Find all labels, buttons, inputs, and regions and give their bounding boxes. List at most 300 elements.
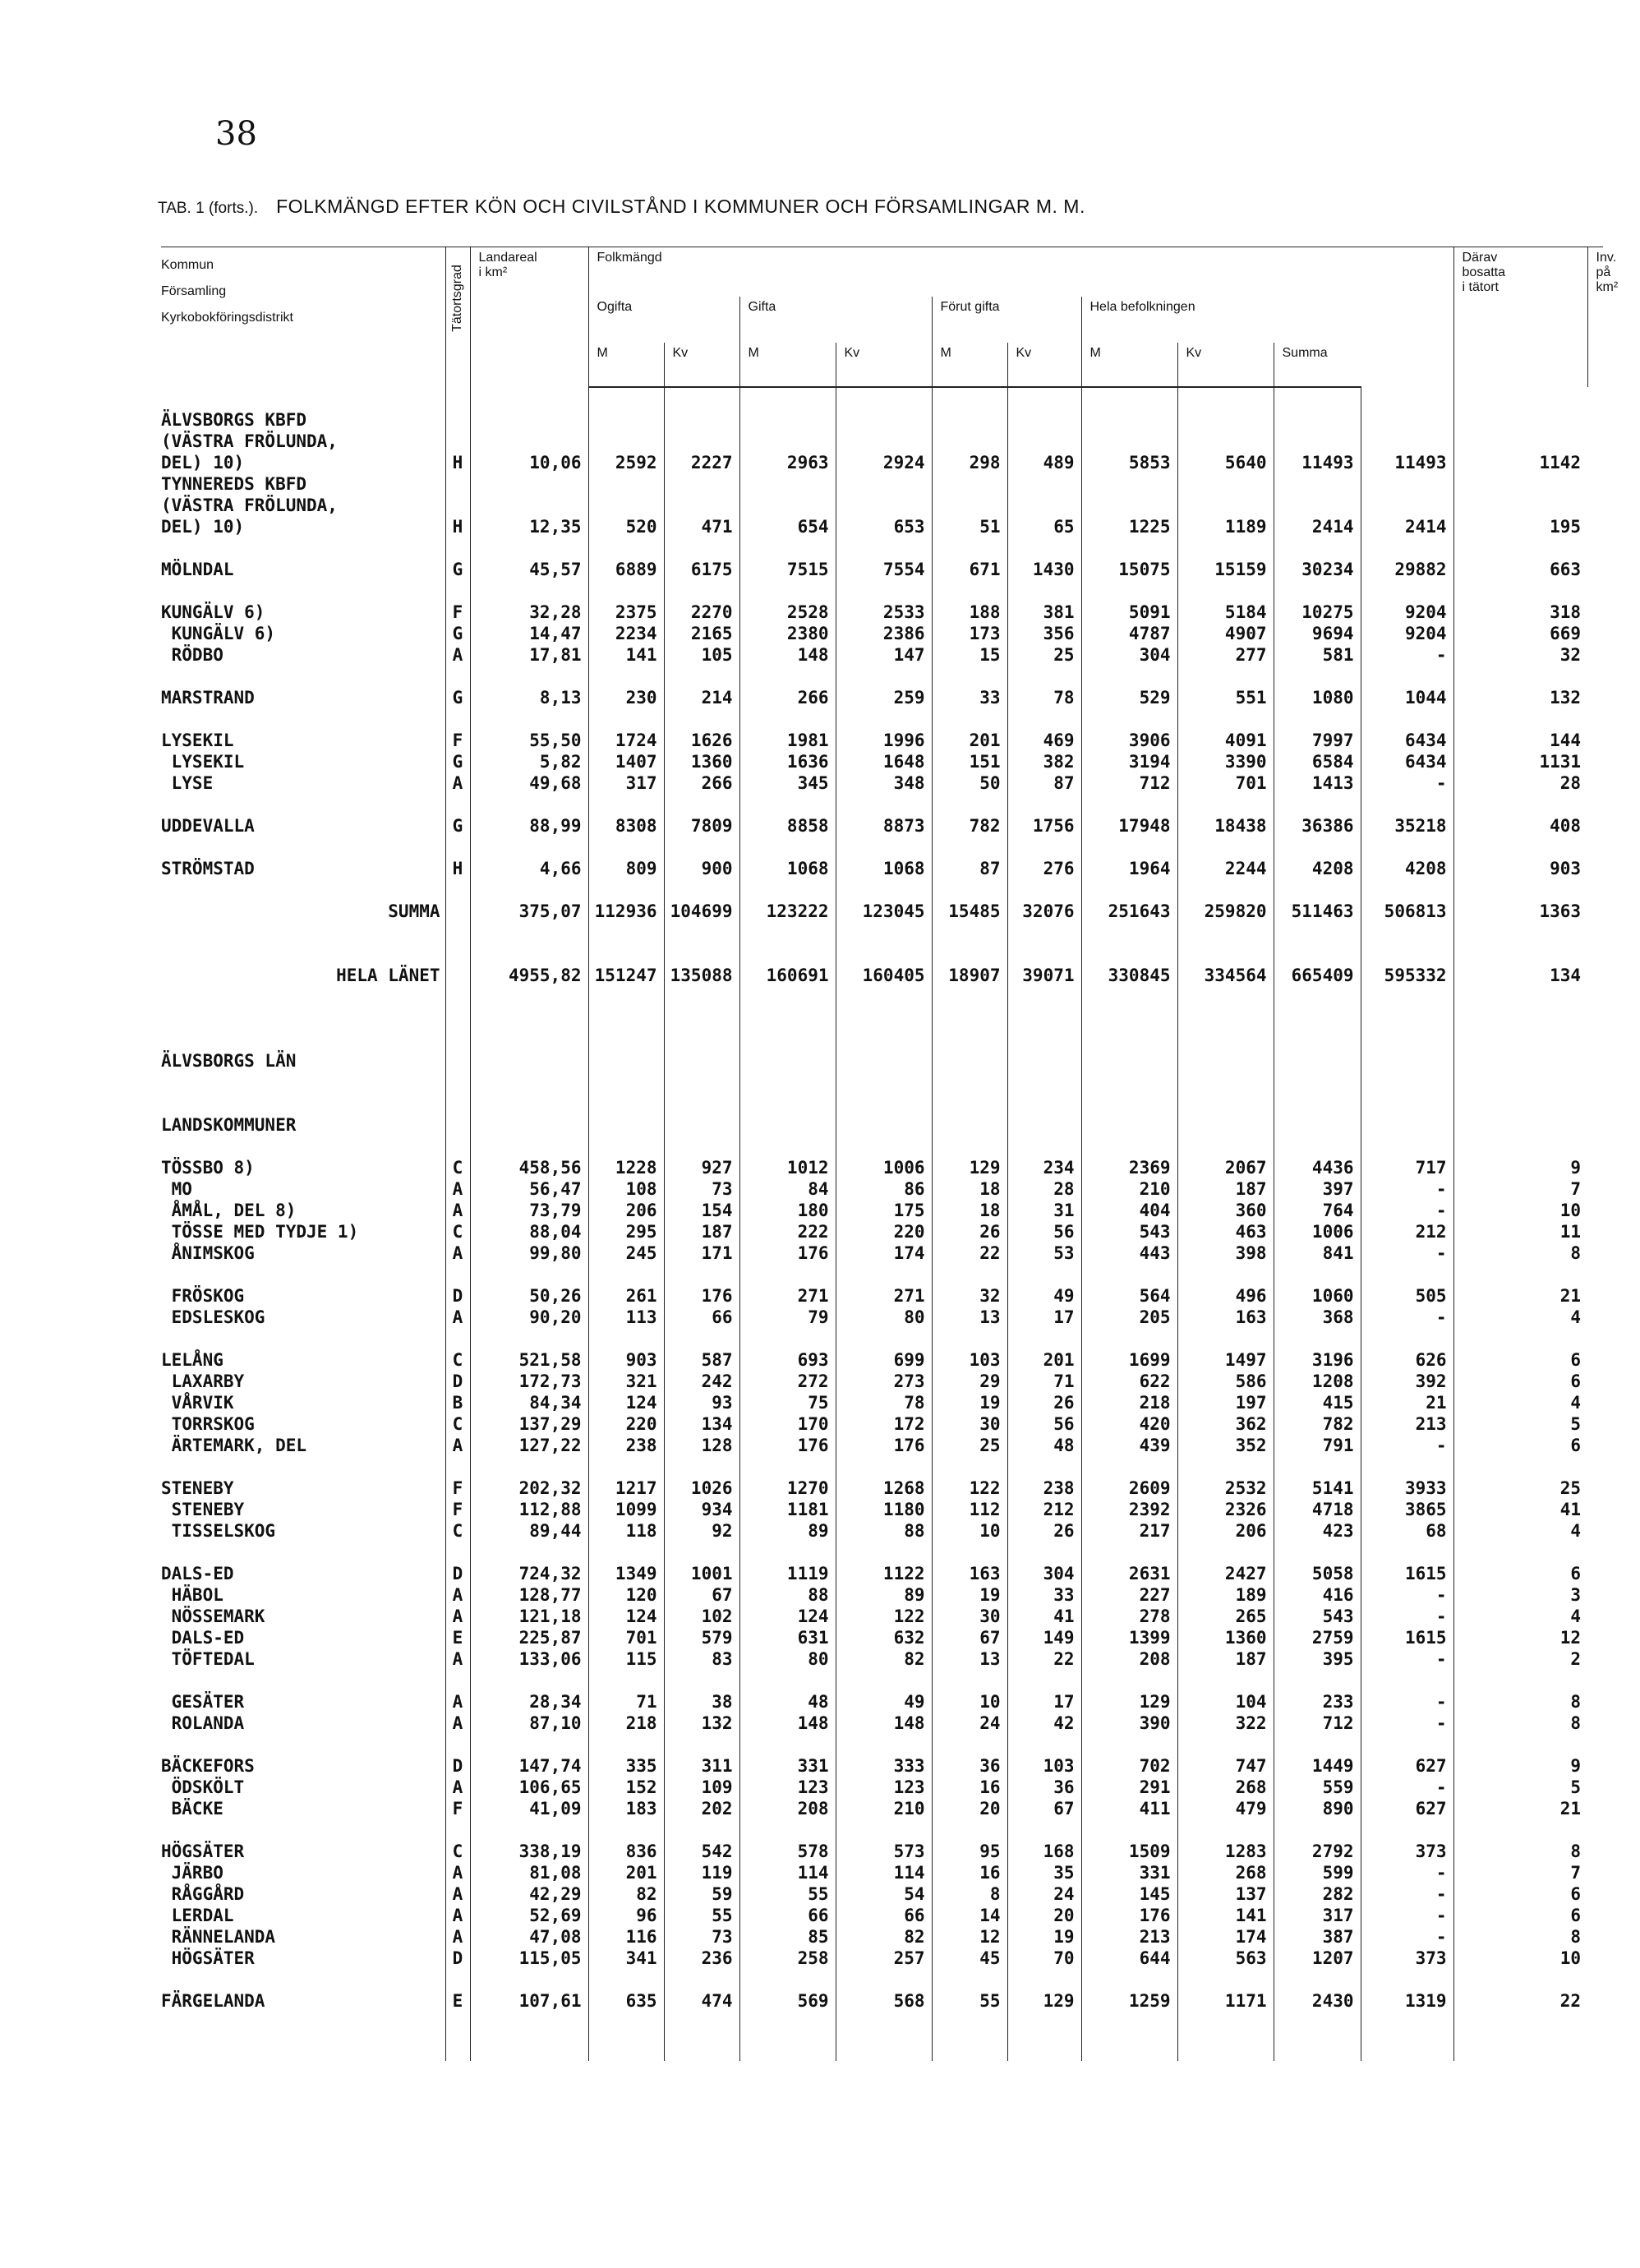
- row-value: 137: [1177, 1883, 1274, 1905]
- row-value: 463: [1177, 1221, 1274, 1242]
- row-value: 259820: [1177, 901, 1274, 922]
- row-value: 1171: [1177, 1990, 1274, 2012]
- row-value: 1981: [739, 730, 836, 751]
- row-value: 335: [588, 1755, 664, 1777]
- header-forut-gifta: Förut gifta: [932, 297, 1081, 343]
- row-value: [1081, 431, 1177, 452]
- row-value: 112936: [588, 901, 664, 922]
- header-tatortsgrad: Tätortsgrad: [445, 247, 470, 387]
- row-value: [470, 473, 588, 495]
- row-value: [1453, 495, 1587, 516]
- row-value: 7554: [836, 559, 932, 580]
- row-value: 5640: [1177, 452, 1274, 473]
- row-value: -: [1361, 1648, 1453, 1670]
- row-value: 579: [664, 1627, 739, 1648]
- row-value: 17: [1007, 1307, 1081, 1328]
- row-value: 1006: [1274, 1221, 1361, 1242]
- row-value: 55: [664, 1905, 739, 1926]
- row-value: 2528: [739, 602, 836, 623]
- row-value: 345: [739, 772, 836, 794]
- row-value: 334564: [1177, 965, 1274, 986]
- row-value: 21: [1361, 1392, 1453, 1413]
- spacer-row: [161, 666, 1603, 687]
- row-value: 65: [1007, 516, 1081, 537]
- table-row: [161, 623, 1603, 644]
- row-name: LELÅNG: [161, 1349, 223, 1370]
- row-value: 116: [588, 1926, 664, 1948]
- row-value: 123: [836, 1777, 932, 1798]
- row-name: LYSEKIL: [161, 751, 245, 772]
- row-value: 13: [932, 1648, 1007, 1670]
- row-value: [932, 473, 1007, 495]
- row-value: 10,06: [470, 452, 588, 473]
- row-value: [836, 431, 932, 452]
- row-value: [1007, 473, 1081, 495]
- row-value: 747: [1177, 1755, 1274, 1777]
- row-value: 28,34: [470, 1691, 588, 1713]
- row-value: 82: [836, 1648, 932, 1670]
- row-value: 47,08: [470, 1926, 588, 1948]
- row-value: -: [1361, 1606, 1453, 1627]
- row-value: 458,56: [470, 1157, 588, 1178]
- row-value: -: [1361, 1862, 1453, 1883]
- header-darav: Därav bosatta i tätort: [1453, 247, 1587, 387]
- row-name: SUMMA: [388, 901, 440, 921]
- row-value: 712: [1081, 772, 1177, 794]
- row-value: 36: [932, 1755, 1007, 1777]
- row-value: 188: [932, 602, 1007, 623]
- row-value: 38: [664, 1691, 739, 1713]
- row-value: [836, 495, 932, 516]
- row-value: [1177, 495, 1274, 516]
- row-value: 206: [1177, 1520, 1274, 1542]
- row-value: [836, 473, 932, 495]
- table-body: [161, 387, 1603, 2061]
- row-value: [1274, 495, 1361, 516]
- row-value: 163: [1177, 1307, 1274, 1328]
- row-value: 543: [1274, 1606, 1361, 1627]
- header-gifta: Gifta: [739, 297, 932, 343]
- row-value: 115,05: [470, 1948, 588, 1969]
- row-value: 176: [664, 1285, 739, 1307]
- row-value: 67: [1007, 1798, 1081, 1819]
- row-value: 172,73: [470, 1371, 588, 1392]
- row-value: 390: [1081, 1713, 1177, 1734]
- row-tatortsgrad: F: [445, 1499, 470, 1520]
- row-value: 251643: [1081, 901, 1177, 922]
- row-value: 1099: [588, 1499, 664, 1520]
- row-value: 1497: [1177, 1349, 1274, 1371]
- row-value: [1453, 473, 1587, 495]
- row-value: 1208: [1274, 1371, 1361, 1392]
- row-value: 671: [932, 559, 1007, 580]
- row-value: 841: [1274, 1242, 1361, 1264]
- row-value: 5853: [1081, 452, 1177, 473]
- row-value: 22: [932, 1242, 1007, 1264]
- row-value: 17948: [1081, 815, 1177, 837]
- row-tatortsgrad: D: [445, 1285, 470, 1307]
- row-value: [1361, 1050, 1453, 1072]
- row-value: 12,35: [470, 516, 588, 537]
- row-value: 1399: [1081, 1627, 1177, 1648]
- row-value: 22: [1453, 1990, 1587, 2012]
- row-value: 24: [932, 1713, 1007, 1734]
- row-name: KUNGÄLV 6): [161, 602, 265, 622]
- row-value: 276: [1007, 858, 1081, 879]
- row-value: 265: [1177, 1606, 1274, 1627]
- row-value: 148: [836, 1713, 932, 1734]
- spacer-row: [161, 1328, 1603, 1349]
- row-name: HÄBOL: [161, 1584, 223, 1605]
- row-value: 73,79: [470, 1200, 588, 1221]
- header-kommun: Kommun Församling Kyrkobokföringsdistrikt: [161, 247, 445, 387]
- row-value: 693: [739, 1349, 836, 1371]
- row-value: 1615: [1361, 1563, 1453, 1584]
- row-value: 82: [588, 1883, 664, 1905]
- row-value: 106,65: [470, 1777, 588, 1798]
- header-m: M: [932, 343, 1007, 387]
- row-value: 82: [836, 1926, 932, 1948]
- row-value: 21: [1453, 1798, 1587, 1819]
- row-value: 89,44: [470, 1520, 588, 1542]
- row-value: 382: [1007, 751, 1081, 772]
- row-value: 2067: [1177, 1157, 1274, 1178]
- row-tatortsgrad: [445, 1114, 470, 1136]
- row-value: 160405: [836, 965, 932, 986]
- row-value: 2430: [1274, 1990, 1361, 2012]
- row-tatortsgrad: H: [445, 858, 470, 879]
- row-value: 701: [588, 1627, 664, 1648]
- table-row: [161, 473, 1603, 495]
- row-value: 3865: [1361, 1499, 1453, 1520]
- header-m: M: [1081, 343, 1177, 387]
- row-value: 107,61: [470, 1990, 588, 2012]
- row-value: [1453, 1050, 1587, 1072]
- row-value: 176: [836, 1435, 932, 1456]
- row-value: [664, 431, 739, 452]
- row-value: 2414: [1274, 516, 1361, 537]
- row-value: [932, 1114, 1007, 1136]
- row-value: 1207: [1274, 1948, 1361, 1969]
- row-value: 45,57: [470, 559, 588, 580]
- row-value: [1453, 409, 1587, 431]
- row-tatortsgrad: C: [445, 1413, 470, 1435]
- row-value: 11493: [1274, 452, 1361, 473]
- row-value: [664, 1114, 739, 1136]
- row-value: [932, 431, 1007, 452]
- row-name: ÅMÅL, DEL 8): [161, 1200, 297, 1220]
- row-value: 2427: [1177, 1563, 1274, 1584]
- row-value: 205: [1081, 1307, 1177, 1328]
- row-tatortsgrad: A: [445, 1307, 470, 1328]
- row-value: 115: [588, 1648, 664, 1670]
- row-value: 133,06: [470, 1648, 588, 1670]
- table-caption: FOLKMÄNGD EFTER KÖN OCH CIVILSTÅND I KOMMUNER OCH FÖRSAMLINGAR M. M.: [276, 196, 1085, 217]
- row-tatortsgrad: A: [445, 772, 470, 794]
- row-value: 291: [1081, 1777, 1177, 1798]
- table-row: [161, 1499, 1603, 1520]
- row-value: [1274, 1114, 1361, 1136]
- row-value: 2375: [588, 602, 664, 623]
- row-value: 48: [1007, 1435, 1081, 1456]
- row-value: 208: [739, 1798, 836, 1819]
- row-value: 234: [1007, 1157, 1081, 1178]
- row-value: 152: [588, 1777, 664, 1798]
- table-row: [161, 1798, 1603, 1819]
- table-row: [161, 772, 1603, 794]
- row-value: 42,29: [470, 1883, 588, 1905]
- table-row: [161, 602, 1603, 623]
- table-row: [161, 495, 1603, 516]
- row-value: 135088: [664, 965, 739, 986]
- table-row: [161, 1905, 1603, 1926]
- row-value: [1177, 409, 1274, 431]
- row-value: 242: [664, 1371, 739, 1392]
- row-value: 114: [739, 1862, 836, 1883]
- row-value: 282: [1274, 1883, 1361, 1905]
- table-row: [161, 1883, 1603, 1905]
- row-value: 1180: [836, 1499, 932, 1520]
- row-value: 151247: [588, 965, 664, 986]
- row-value: 836: [588, 1841, 664, 1862]
- row-tatortsgrad: F: [445, 602, 470, 623]
- row-value: 1648: [836, 751, 932, 772]
- header-kv: Kv: [1007, 343, 1081, 387]
- row-value: 55,50: [470, 730, 588, 751]
- row-value: 1407: [588, 751, 664, 772]
- row-name: TYNNEREDS KBFD: [161, 473, 307, 494]
- row-value: 66: [664, 1307, 739, 1328]
- row-value: 11493: [1361, 452, 1453, 473]
- row-value: 176: [1081, 1905, 1177, 1926]
- row-value: 148: [739, 644, 836, 666]
- row-value: 764: [1274, 1200, 1361, 1221]
- row-value: 395: [1274, 1648, 1361, 1670]
- row-value: 51: [932, 516, 1007, 537]
- row-value: 66: [739, 1905, 836, 1926]
- row-value: 127,22: [470, 1435, 588, 1456]
- table-number: TAB. 1 (forts.).: [158, 200, 259, 217]
- row-value: 16: [932, 1777, 1007, 1798]
- table-row: [161, 516, 1603, 537]
- row-value: 1217: [588, 1477, 664, 1499]
- row-value: 348: [836, 772, 932, 794]
- row-value: 12: [932, 1926, 1007, 1948]
- row-value: 272: [739, 1371, 836, 1392]
- row-value: 112,88: [470, 1499, 588, 1520]
- row-value: 1012: [739, 1157, 836, 1178]
- row-value: 10: [1453, 1200, 1587, 1221]
- row-value: 123: [739, 1777, 836, 1798]
- row-value: 147,74: [470, 1755, 588, 1777]
- row-value: 9204: [1361, 602, 1453, 623]
- row-value: 2414: [1361, 516, 1453, 537]
- row-value: 29: [932, 1371, 1007, 1392]
- row-value: 11: [1453, 1221, 1587, 1242]
- row-value: -: [1361, 1307, 1453, 1328]
- row-value: 416: [1274, 1584, 1361, 1606]
- row-tatortsgrad: [445, 495, 470, 516]
- row-value: 8308: [588, 815, 664, 837]
- row-value: 2326: [1177, 1499, 1274, 1520]
- spacer-row: [161, 1136, 1603, 1157]
- row-value: 220: [588, 1413, 664, 1435]
- row-value: 471: [664, 516, 739, 537]
- row-value: 663: [1453, 559, 1587, 580]
- row-value: [470, 409, 588, 431]
- row-value: 3390: [1177, 751, 1274, 772]
- row-value: 4091: [1177, 730, 1274, 751]
- row-value: 128,77: [470, 1584, 588, 1606]
- row-value: 8: [1453, 1691, 1587, 1713]
- table-row: [161, 751, 1603, 772]
- row-value: 212: [1007, 1499, 1081, 1520]
- row-name: TORRSKOG: [161, 1413, 255, 1434]
- row-value: 9204: [1361, 623, 1453, 644]
- row-value: 387: [1274, 1926, 1361, 1948]
- row-value: 183: [588, 1798, 664, 1819]
- row-value: 12: [1453, 1627, 1587, 1648]
- row-value: 187: [1177, 1648, 1274, 1670]
- header-m: M: [588, 343, 664, 387]
- row-name: MÖLNDAL: [161, 559, 234, 579]
- row-value: 6175: [664, 559, 739, 580]
- row-tatortsgrad: [445, 1050, 470, 1072]
- row-name: RÅGGÅRD: [161, 1883, 245, 1904]
- row-value: [470, 431, 588, 452]
- row-value: 112: [932, 1499, 1007, 1520]
- table-row: [161, 1563, 1603, 1584]
- row-value: 511463: [1274, 901, 1361, 922]
- table-row: [161, 1648, 1603, 1670]
- row-value: 268: [1177, 1862, 1274, 1883]
- row-value: 17: [1007, 1691, 1081, 1713]
- row-value: 2386: [836, 623, 932, 644]
- row-value: 71: [588, 1691, 664, 1713]
- row-value: [1007, 495, 1081, 516]
- row-name: FÄRGELANDA: [161, 1990, 265, 2011]
- row-value: 17,81: [470, 644, 588, 666]
- header-inv: Inv. på km²: [1587, 247, 1603, 387]
- spacer-row: [161, 1264, 1603, 1285]
- row-value: 171: [664, 1242, 739, 1264]
- row-name: STRÖMSTAD: [161, 858, 255, 878]
- row-value: [1361, 1114, 1453, 1136]
- row-value: 103: [1007, 1755, 1081, 1777]
- spacer-row: [161, 1542, 1603, 1563]
- row-value: [1177, 1114, 1274, 1136]
- row-name: JÄRBO: [161, 1862, 223, 1883]
- row-value: 9694: [1274, 623, 1361, 644]
- row-value: 4436: [1274, 1157, 1361, 1178]
- row-name: EDSLESKOG: [161, 1307, 265, 1327]
- row-tatortsgrad: [445, 409, 470, 431]
- row-value: 245: [588, 1242, 664, 1264]
- row-value: 26: [932, 1221, 1007, 1242]
- row-value: 14,47: [470, 623, 588, 644]
- row-tatortsgrad: [445, 431, 470, 452]
- header-hela-befolkningen: Hela befolkningen: [1081, 297, 1361, 343]
- table-row: [161, 644, 1603, 666]
- row-value: 2270: [664, 602, 739, 623]
- row-tatortsgrad: G: [445, 751, 470, 772]
- row-tatortsgrad: A: [445, 1691, 470, 1713]
- row-value: 543: [1081, 1221, 1177, 1242]
- row-value: 49: [1007, 1285, 1081, 1307]
- row-value: 70: [1007, 1948, 1081, 1969]
- row-value: -: [1361, 1777, 1453, 1798]
- spacer-row: [161, 986, 1603, 1007]
- row-name: ÄLVSBORGS LÄN: [161, 1050, 297, 1071]
- row-value: 92: [664, 1520, 739, 1542]
- table-row: [161, 1606, 1603, 1627]
- row-value: 124: [588, 1392, 664, 1413]
- row-value: 85: [739, 1926, 836, 1948]
- row-value: [588, 495, 664, 516]
- row-tatortsgrad: A: [445, 1435, 470, 1456]
- row-value: 103: [932, 1349, 1007, 1371]
- row-value: 222: [739, 1221, 836, 1242]
- row-value: 627: [1361, 1755, 1453, 1777]
- row-value: 304: [1007, 1563, 1081, 1584]
- row-value: -: [1361, 1435, 1453, 1456]
- row-value: 9: [1453, 1157, 1587, 1178]
- row-value: 10: [932, 1691, 1007, 1713]
- row-tatortsgrad: C: [445, 1157, 470, 1178]
- row-tatortsgrad: [445, 965, 470, 986]
- row-tatortsgrad: A: [445, 1713, 470, 1734]
- row-value: 4907: [1177, 623, 1274, 644]
- table-row: [161, 730, 1603, 751]
- row-value: 257: [836, 1948, 932, 1969]
- row-value: 36386: [1274, 815, 1361, 837]
- row-value: 4: [1453, 1392, 1587, 1413]
- row-value: 108: [588, 1178, 664, 1200]
- row-name: STENEBY: [161, 1499, 245, 1519]
- row-value: 6434: [1361, 730, 1453, 751]
- row-value: 78: [836, 1392, 932, 1413]
- row-value: [588, 1050, 664, 1072]
- row-value: 622: [1081, 1371, 1177, 1392]
- row-value: [588, 1114, 664, 1136]
- row-value: 187: [664, 1221, 739, 1242]
- row-name: DEL) 10): [161, 516, 245, 537]
- row-tatortsgrad: A: [445, 1584, 470, 1606]
- row-value: 187: [1177, 1178, 1274, 1200]
- row-value: 8: [1453, 1926, 1587, 1948]
- row-value: [1007, 409, 1081, 431]
- row-value: 49: [836, 1691, 932, 1713]
- row-value: 1270: [739, 1477, 836, 1499]
- row-tatortsgrad: B: [445, 1392, 470, 1413]
- row-value: 42: [1007, 1713, 1081, 1734]
- row-value: 49,68: [470, 772, 588, 794]
- row-value: 1699: [1081, 1349, 1177, 1371]
- row-value: 568: [836, 1990, 932, 2012]
- row-name: ÄRTEMARK, DEL: [161, 1435, 307, 1455]
- row-value: 75: [739, 1392, 836, 1413]
- row-value: 8: [1453, 1242, 1587, 1264]
- spacer-row: [161, 580, 1603, 602]
- row-value: 3933: [1361, 1477, 1453, 1499]
- row-name: GESÄTER: [161, 1691, 245, 1712]
- header-kv: Kv: [836, 343, 932, 387]
- row-value: 581: [1274, 644, 1361, 666]
- row-value: 50: [932, 772, 1007, 794]
- row-value: 148: [739, 1713, 836, 1734]
- row-tatortsgrad: A: [445, 1905, 470, 1926]
- table-row: [161, 409, 1603, 431]
